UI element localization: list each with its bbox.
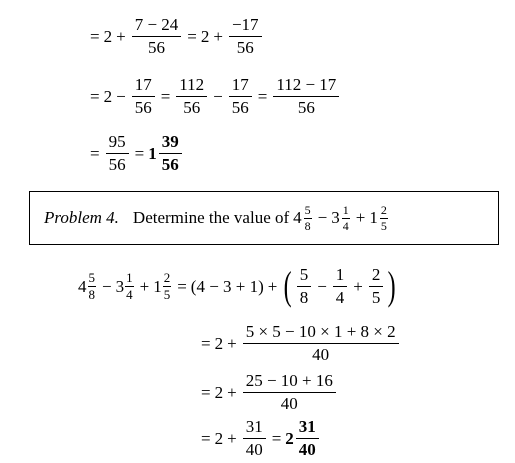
minus-sign: −	[317, 208, 328, 227]
minus-sign: −	[317, 276, 327, 296]
denominator: 56	[236, 37, 254, 57]
denominator: 4	[126, 286, 133, 302]
denominator: 8	[88, 286, 95, 302]
equals-sign: =	[201, 333, 211, 353]
numerator: 2	[369, 266, 384, 287]
plus-sign: +	[213, 26, 223, 46]
mixed-whole: 3	[115, 276, 125, 296]
denominator: 56	[108, 154, 126, 174]
plus-sign: +	[227, 382, 237, 402]
equation-line	[86, 133, 184, 174]
mixed-whole: 3	[331, 208, 340, 227]
integer: 2	[214, 382, 224, 402]
plus-sign: +	[353, 276, 363, 296]
minus-sign: −	[116, 86, 126, 106]
denominator: 56	[183, 97, 201, 117]
numerator: 112	[176, 76, 207, 97]
denominator: 56	[231, 97, 249, 117]
fraction	[243, 372, 336, 413]
integer: 2	[214, 333, 224, 353]
denominator: 8	[304, 218, 311, 233]
equals-sign: =	[257, 86, 268, 106]
mixed-whole: 4	[78, 276, 87, 296]
minus-sign: −	[102, 276, 112, 296]
numerator: 5 × 5 − 10 × 1 + 8 × 2	[243, 323, 399, 344]
equation-line	[86, 76, 341, 117]
numerator: −17	[229, 16, 262, 37]
minus-sign: −	[213, 86, 223, 106]
plus-sign: +	[355, 208, 366, 227]
mixed-whole: 4	[293, 208, 302, 227]
equals-sign: =	[90, 26, 100, 46]
denominator: 56	[147, 37, 165, 57]
equals-sign: =	[201, 428, 211, 448]
numerator: 5	[297, 266, 312, 287]
fraction	[106, 133, 129, 174]
fraction	[243, 418, 266, 459]
fraction	[229, 16, 262, 57]
numerator: 112 − 17	[273, 76, 339, 97]
denominator: 5	[371, 287, 381, 307]
denominator: 40	[298, 439, 316, 459]
equals-sign: =	[90, 143, 100, 163]
fraction	[229, 76, 252, 117]
numerator: 31	[296, 418, 319, 439]
fraction	[333, 266, 348, 307]
equals-sign: =	[90, 86, 100, 106]
numerator: 25 − 10 + 16	[243, 372, 336, 393]
answer-fraction	[159, 133, 182, 174]
fraction	[297, 266, 312, 307]
integer: 2	[103, 26, 113, 46]
problem-label: Problem 4.	[44, 208, 119, 227]
answer-fraction	[296, 418, 319, 459]
equation-line	[78, 263, 399, 309]
fraction	[243, 323, 399, 364]
mixed-whole: 1	[369, 208, 378, 227]
plus-sign: +	[116, 26, 126, 46]
equation-line	[197, 323, 401, 364]
numerator: 17	[229, 76, 252, 97]
plus-sign: +	[267, 276, 278, 296]
fraction	[304, 204, 312, 232]
right-parenthesis: )	[388, 263, 397, 309]
denominator: 4	[335, 287, 345, 307]
fraction	[132, 16, 182, 57]
denominator: 8	[299, 287, 309, 307]
fraction	[176, 76, 207, 117]
fraction	[273, 76, 339, 117]
numerator: 1	[126, 270, 133, 286]
equals-sign: =	[201, 382, 211, 402]
fraction	[369, 266, 384, 307]
numerator: 17	[132, 76, 155, 97]
denominator: 56	[134, 97, 152, 117]
integer: 2	[103, 86, 113, 106]
numerator: 95	[106, 133, 129, 154]
answer-whole: 1	[148, 143, 157, 163]
equation-line	[197, 372, 338, 413]
problem-statement-box	[29, 191, 499, 245]
numerator: 2	[380, 202, 387, 217]
fraction	[380, 204, 388, 232]
fraction	[88, 271, 97, 301]
plus-sign: +	[227, 428, 237, 448]
denominator: 40	[280, 393, 298, 413]
grouped-integers: (4 − 3 + 1)	[190, 276, 264, 296]
equation-line	[86, 16, 264, 57]
equals-sign: =	[177, 276, 187, 296]
numerator: 5	[304, 202, 311, 217]
numerator: 39	[159, 133, 182, 154]
denominator: 4	[342, 218, 349, 233]
denominator: 40	[245, 439, 263, 459]
numerator: 31	[243, 418, 266, 439]
plus-sign: +	[139, 276, 150, 296]
fraction	[125, 271, 134, 301]
equals-sign: =	[134, 143, 145, 163]
denominator: 5	[163, 286, 171, 302]
numerator: 5	[88, 270, 95, 286]
fraction	[342, 204, 350, 232]
problem-text: Determine the value of	[132, 208, 290, 227]
equals-sign: =	[271, 428, 282, 448]
equals-sign: =	[187, 26, 197, 46]
numerator: 1	[342, 202, 349, 217]
denominator: 56	[297, 97, 315, 117]
numerator: 7 − 24	[132, 16, 182, 37]
integer: 2	[214, 428, 224, 448]
plus-sign: +	[227, 333, 237, 353]
denominator: 5	[380, 218, 387, 233]
integer: 2	[200, 26, 210, 46]
numerator: 1	[333, 266, 348, 287]
answer-whole: 2	[285, 428, 294, 448]
left-parenthesis: (	[284, 263, 293, 309]
mixed-whole: 1	[153, 276, 162, 296]
denominator: 40	[312, 344, 330, 364]
denominator: 56	[161, 154, 179, 174]
equals-sign: =	[160, 86, 171, 106]
fraction	[163, 271, 172, 301]
fraction	[132, 76, 155, 117]
equation-line	[197, 418, 321, 459]
numerator: 2	[163, 270, 171, 286]
